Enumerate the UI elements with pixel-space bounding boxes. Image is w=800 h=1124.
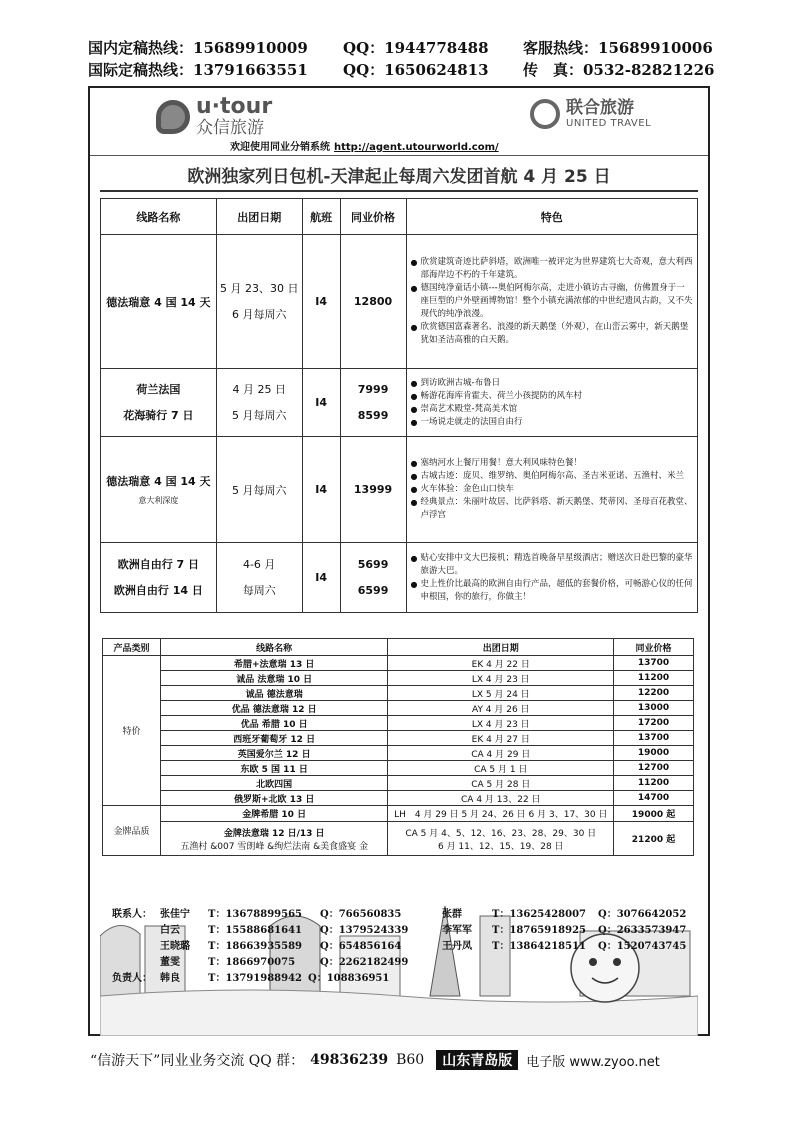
route-name-sub: 五渔村 &007 雪朗峰 &绚烂法南 &美食盛宴 金 [180,841,368,852]
table-row [103,656,694,671]
price-line: 7999 [357,382,389,396]
table-row [101,543,698,613]
route-date: LX 5 月 24 日 [388,686,614,701]
divider [100,190,698,192]
footer [90,1050,720,1070]
price-line: 6599 [357,583,389,597]
contact-qq: Q：1379524339 [320,925,409,936]
route-date: CA 4 月 13、22 日 [388,791,614,806]
table-row [103,761,694,776]
table-row [103,701,694,716]
route-name-line: 德法瑞意 4 国 14 天 [106,475,211,488]
date-line: CA 5 月 4、5、12、16、23、28、29、30 日 [405,828,597,839]
utour-logo-cn: 众信旅游 [196,118,264,138]
route-name-line: 欧洲自由行 7 日 [117,557,200,571]
bullet-icon: ● [410,485,418,494]
feature-item: ● 贴心安排中文大巴接机；精选首晚备早星级酒店；赠送次日赴巴黎的豪华旅游大巴。 [410,552,693,576]
bullet-icon: ● [410,417,418,427]
edition-badge: 山东青岛版 [436,1050,518,1070]
col-flight: 航班 [302,199,340,235]
route-date: AY 4 月 26 日 [388,701,614,716]
contact-tel: T：1866970075 [208,957,296,968]
contact-name: 王晓璐 [160,941,190,952]
contact-qq: Q：2633573947 [598,925,687,936]
bullet-icon: ● [410,579,418,589]
utour-bubble-icon [156,100,190,134]
route-subtitle: 意大利深度 [138,496,179,505]
route-flight: I4 [302,369,340,437]
page-number: B60 [396,1052,425,1068]
hotlines [88,36,718,80]
table-row [103,671,694,686]
table-header-row [101,199,698,235]
contact-name: 张佳宁 [160,909,190,920]
route-price: 13700 [614,731,694,746]
route-price: 12200 [614,686,694,701]
col-price: 同业价格 [340,199,406,235]
contact-name: 王丹凤 [442,941,472,952]
route-features [406,437,697,543]
contact-tel: T：13864218511 [492,941,586,952]
united-logo-cn: 联合旅游 [566,98,634,118]
domestic-qq: QQ：1944778488 [343,38,489,57]
route-date: CA 4 月 29 日 [388,746,614,761]
route-name [101,437,217,543]
feature-item: ● 德国纯净童话小镇---奥伯阿梅尔高，走进小镇访古寻幽，仿佛置身于一座巨型的户外壁画博物馆！整个小镇充满浓郁的中世纪遗风古韵，又不失现代的纯净浪漫。 [410,283,693,319]
table-row [103,686,694,701]
hotline-row-2 [88,58,718,80]
contact-tel: T：18663935589 [208,941,302,952]
footer-website-link[interactable]: 电子版 www.zyoo.net [526,1054,660,1070]
route-name [101,543,217,613]
contact-row [112,905,692,920]
charter-routes-table [100,198,698,613]
contact-qq: Q：108836951 [308,973,390,984]
route-name: 北欧四国 [160,776,388,791]
contact-row [112,969,692,984]
contact-name: 白云 [160,925,180,936]
ad-frame [88,86,710,1036]
utour-logo-en: u·tour [196,94,273,119]
date-line: 每周六 [242,583,276,597]
welcome-line [230,138,499,153]
contact-tel: T：18765918925 [492,925,586,936]
route-date: EK 4 月 27 日 [388,731,614,746]
route-features [406,543,697,613]
contact-tel: T：15588681641 [208,925,302,936]
col-date: 出团日期 [388,639,614,656]
feature-item: ● 古城古迹：庞贝、维罗纳、奥伯阿梅尔高、圣吉米亚诺、五渔村、米兰 [410,471,685,481]
contact-tel: T：13791988942 [208,973,302,984]
bullet-icon: ● [410,378,418,388]
table-row [103,746,694,761]
route-name: 俄罗斯+北欧 13 日 [160,791,388,806]
route-name: 诚品 德法意瑞 [160,686,388,701]
bullet-icon: ● [410,553,418,563]
route-price: 11200 [614,776,694,791]
ad-header [90,88,708,154]
welcome-text: 欢迎使用同业分销系统 [230,142,330,153]
route-price: 13700 [614,656,694,671]
table-row [103,776,694,791]
contact-qq: Q：766560835 [320,909,402,920]
table-row [103,731,694,746]
united-travel-logo [530,98,651,130]
manager-label: 负责人： [112,973,152,984]
table-row [103,791,694,806]
category-gold: 金牌品质 [103,806,161,856]
route-date: CA 5 月 28 日 [388,776,614,791]
contact-row [112,921,692,936]
price-line: 8599 [357,408,389,422]
contact-name: 董雯 [160,957,180,968]
contact-label: 联系人： [112,909,152,920]
bullet-icon: ● [410,404,418,414]
route-flight: I4 [302,543,340,613]
product-price-table [102,638,694,856]
domestic-hotline: 国内定稿热线：15689910009 [88,38,308,57]
route-name: 诚品 法意瑞 10 日 [160,671,388,686]
contact-tel: T：13678899565 [208,909,302,920]
route-price [340,543,406,613]
contact-name: 李军军 [442,925,472,936]
table-row [101,437,698,543]
route-date: LX 4 月 23 日 [388,671,614,686]
route-price: 12800 [340,235,406,369]
route-name: 优品 希腊 10 日 [160,716,388,731]
col-route: 线路名称 [101,199,217,235]
table-row [103,822,694,856]
route-date: CA 5 月 1 日 [388,761,614,776]
route-dates [216,543,302,613]
table-row [101,235,698,369]
date-line: 4-6 月 [242,557,276,571]
agent-url-link[interactable]: http://agent.utourworld.com/ [334,142,499,153]
route-features [406,369,697,437]
bullet-icon: ● [410,459,418,468]
route-price: 17200 [614,716,694,731]
contact-qq: Q：3076642052 [598,909,687,920]
category-special: 特价 [103,656,161,806]
bullet-icon: ● [410,391,418,401]
route-name-line: 荷兰法国 [136,382,181,396]
route-name: 金牌希腊 10 日 [160,806,388,822]
route-name: 东欧 5 国 11 日 [160,761,388,776]
route-date [388,822,614,856]
route-name-line: 金牌法意瑞 12 日/13 日 [223,828,325,839]
feature-item: ● 经典景点：朱丽叶故居、比萨斜塔、新天鹅堡、梵蒂冈、圣母百花教堂、卢浮宫 [410,497,693,520]
route-dates [216,369,302,437]
col-features: 特色 [406,199,697,235]
service-hotline: 客服热线：15689910006 [523,38,713,57]
route-price: 21200 起 [614,822,694,856]
route-name: 德法瑞意 4 国 14 天 [101,235,217,369]
col-price: 同业价格 [614,639,694,656]
route-date: LH 4 月 29 日 5 月 24、26 日 6 月 3、17、30 日 [388,806,614,822]
date-line: 6 月每周六 [231,307,287,321]
route-name: 优品 德法意瑞 12 日 [160,701,388,716]
route-name [101,369,217,437]
footer-slogan: “信游天下”同业业务交流 QQ 群： [90,1053,305,1069]
intl-hotline: 国际定稿热线：13791663551 [88,60,308,79]
table-row [101,369,698,437]
route-price: 13999 [340,437,406,543]
contact-qq: Q：1520743745 [598,941,687,952]
contact-tel: T：13625428007 [492,909,586,920]
contact-qq: Q：654856164 [320,941,402,952]
price-line: 5699 [357,557,389,571]
bullet-icon: ● [410,472,418,481]
route-price [340,369,406,437]
table-row [103,806,694,822]
united-logo-en: UNITED TRAVEL [566,118,652,129]
utour-logo [156,96,272,138]
feature-item: ● 畅游花海库肯霍夫、荷兰小孩提防的风车村 [410,390,583,401]
main-title: 欧洲独家列日包机-天津起止每周六发团首航 4 月 25 日 [187,167,611,187]
intl-qq: QQ：1650624813 [343,60,489,79]
route-name-line: 花海骑行 7 日 [123,408,194,422]
feature-item: ● 火车体验：金色山口快车 [410,484,515,494]
contact-name: 韩良 [160,973,180,984]
route-price: 11200 [614,671,694,686]
contact-row [112,953,692,968]
route-price: 14700 [614,791,694,806]
bullet-icon: ● [410,258,418,267]
table-header-row [103,639,694,656]
feature-item: ● 到访欧洲古城-布鲁日 [410,377,501,388]
feature-item: ● 欣赏建筑奇迹比萨斜塔，欧洲唯一被评定为世界建筑七大奇观，意大利西部海岸边不朽的千年建筑。 [410,257,693,280]
divider [90,155,708,156]
route-name: 英国爱尔兰 12 日 [160,746,388,761]
date-line: 5 月每周六 [231,408,287,422]
route-name: 西班牙葡萄牙 12 日 [160,731,388,746]
footer-qq-group: 49836239 [310,1052,389,1068]
col-category: 产品类别 [103,639,161,656]
bullet-icon: ● [410,498,418,507]
date-line: 4 月 25 日 [232,382,286,396]
route-price: 13000 [614,701,694,716]
route-price: 19000 [614,746,694,761]
feature-item: ● 塞纳河水上餐厅用餐！意大利风味特色餐！ [410,458,583,468]
contact-qq: Q：2262182499 [320,957,409,968]
bullet-icon: ● [410,323,418,332]
date-line: 5 月 23、30 日 [219,281,299,295]
united-travel-emblem-icon [530,99,560,129]
route-name: 希腊+法意瑞 13 日 [160,656,388,671]
table-row [103,716,694,731]
route-features [406,235,697,369]
col-date: 出团日期 [216,199,302,235]
feature-item: ● 史上性价比最高的欧洲自由行产品，超低的套餐价格，可畅游心仪的任何申根国，你的旅行，你做主！ [410,578,693,602]
route-price: 12700 [614,761,694,776]
fax: 传 真：0532-82821226 [523,60,715,79]
route-date: LX 4 月 23 日 [388,716,614,731]
route-date: EK 4 月 22 日 [388,656,614,671]
route-flight: I4 [302,235,340,369]
col-route: 线路名称 [160,639,388,656]
contact-name: 张群 [442,909,462,920]
date-line: 6 月 11、12、15、19、28 日 [437,841,564,852]
route-flight: I4 [302,437,340,543]
bullet-icon: ● [410,284,418,293]
route-name [160,822,388,856]
feature-item: ● 一场说走就走的法国自由行 [410,416,523,427]
route-dates [216,235,302,369]
route-name-line: 欧洲自由行 14 日 [113,583,203,597]
feature-item: ● 崇高艺术殿堂-梵高美术馆 [410,403,518,414]
feature-item: ● 欣赏德国富森著名、浪漫的新天鹅堡（外观），在山峦云雾中，新天鹅堡犹如圣洁高雅的白天鹅。 [410,322,689,345]
hotline-row-1 [88,36,718,58]
contact-row [112,937,692,952]
route-dates: 5 月每周六 [216,437,302,543]
route-price: 19000 起 [614,806,694,822]
